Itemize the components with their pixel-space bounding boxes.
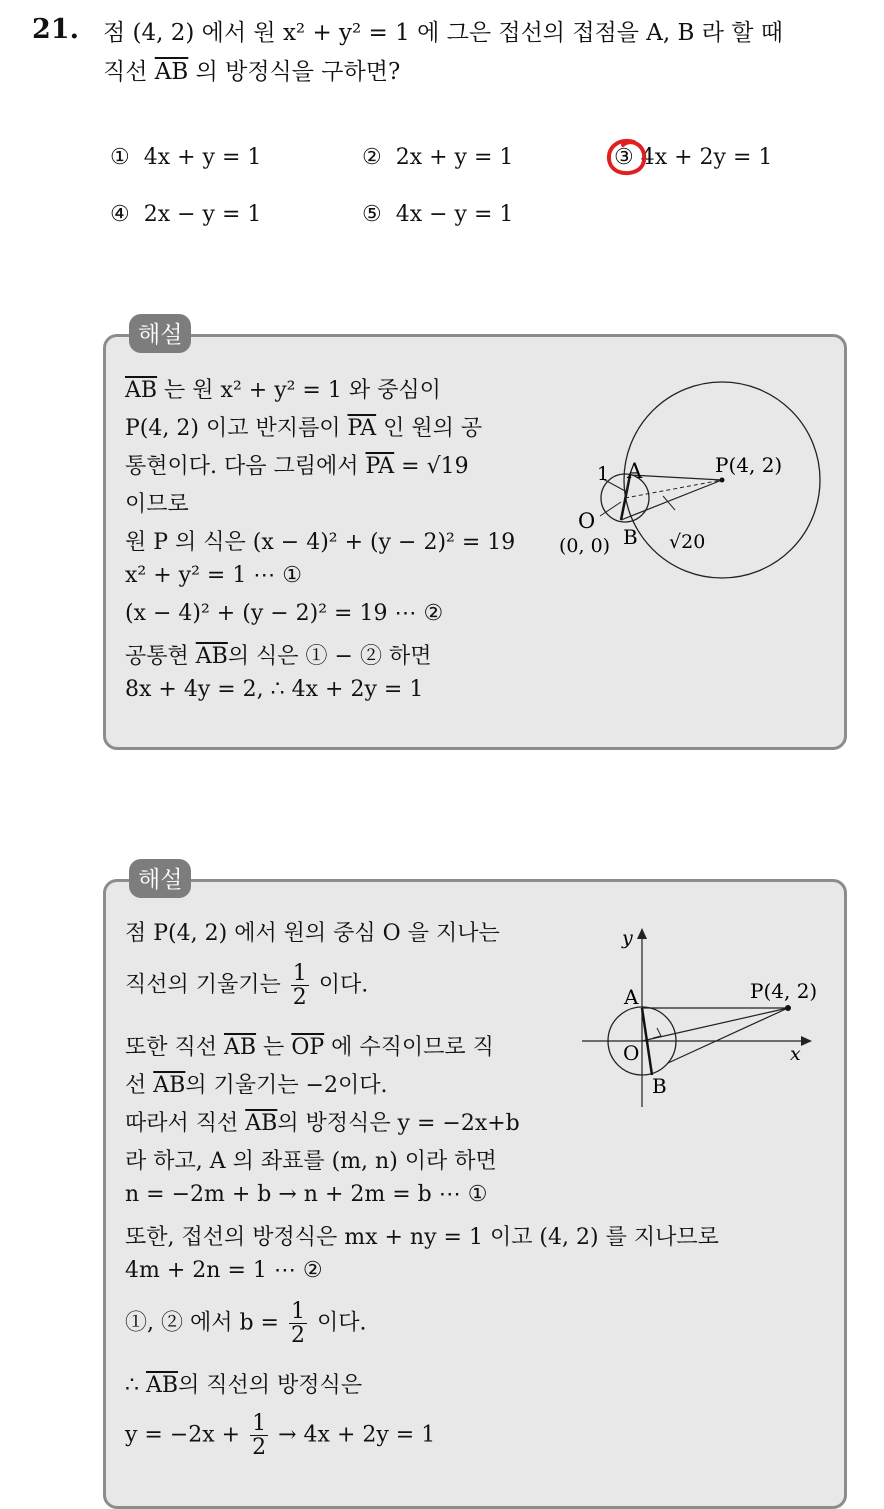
segment-pa: $\overline{PA}$ xyxy=(347,416,377,441)
sol1-text: 통현이다. 다음 그림에서 xyxy=(125,454,366,479)
segment-ab: $\overline{AB}$ xyxy=(224,1035,257,1060)
figure-two-circles xyxy=(555,380,835,600)
choice-text: 2x + y = 1 xyxy=(395,145,514,170)
sol2-text: 에 수직이므로 직 xyxy=(324,1035,494,1060)
segment-ab: $\overline{AB}$ xyxy=(153,1073,186,1098)
label-p: P(4, 2) xyxy=(715,453,783,477)
choice-marker: ② xyxy=(362,145,382,170)
fraction-den: 2 xyxy=(291,1323,305,1349)
sol1-text: = √19 xyxy=(394,454,469,479)
sol2-line-7: n = −2m + b → n + 2m = b ⋯ ① xyxy=(125,1182,488,1207)
sol1-text: 인 원의 공 xyxy=(376,416,483,441)
sol2-line-6: 라 하고, A 의 좌표를 (m, n) 이라 하면 xyxy=(125,1149,497,1174)
sol1-text: 공통현 xyxy=(125,644,196,669)
label-a: A xyxy=(624,985,639,1009)
line-pb xyxy=(621,480,722,520)
sol2-text: ∴ xyxy=(125,1373,146,1398)
choice-text: 4x + 2y = 1 xyxy=(640,145,773,170)
fraction-one-half xyxy=(250,1412,268,1459)
sol2-line-2 xyxy=(125,962,368,1009)
choice-text: 4x + y = 1 xyxy=(143,145,262,170)
segment-ab: $\overline{AB}$ xyxy=(125,378,158,403)
sol2-text: 이다. xyxy=(318,972,369,998)
sol1-line-6: x² + y² = 1 ⋯ ① xyxy=(125,563,303,588)
line-op xyxy=(642,1008,788,1041)
sol1-line-5: 원 P 의 식은 (x − 4)² + (y − 2)² = 19 xyxy=(125,530,516,555)
fraction-den: 2 xyxy=(252,1435,267,1461)
label-one: 1 xyxy=(597,463,610,485)
label-sqrt20: √20 xyxy=(669,531,706,553)
question-line-2 xyxy=(103,53,400,86)
fraction-num: 1 xyxy=(252,1411,267,1436)
question-text: 직선 xyxy=(103,59,148,85)
choice-marker: ⑤ xyxy=(362,202,382,227)
fraction-num: 1 xyxy=(291,1299,305,1324)
sol2-text: 직선의 기울기는 xyxy=(125,972,281,998)
label-b: B xyxy=(652,1074,667,1098)
sol2-line-10 xyxy=(125,1300,367,1347)
solution-tag-2: 해설 xyxy=(129,859,191,898)
sol2-line-8: 또한, 접선의 방정식은 mx + ny = 1 이고 (4, 2) 를 지나므로 xyxy=(125,1225,719,1250)
fraction-num: 1 xyxy=(292,961,307,986)
tangent-pb xyxy=(668,1008,788,1063)
choice-5[interactable] xyxy=(362,202,513,227)
choice-marker: ④ xyxy=(110,202,130,227)
sol1-text: 의 식은 ① − ② 하면 xyxy=(227,644,432,669)
segment-ab: $\overline{AB}$ xyxy=(195,644,228,669)
label-o: O xyxy=(578,509,596,533)
sol1-line-1 xyxy=(125,373,441,404)
sol2-line-4 xyxy=(125,1068,388,1099)
segment-pa: $\overline{PA}$ xyxy=(365,454,395,479)
choice-text: 2x − y = 1 xyxy=(143,202,262,227)
y-axis-arrow-icon xyxy=(637,928,647,939)
sol2-text: 의 방정식은 y = −2x+b xyxy=(277,1111,520,1136)
fraction-one-half xyxy=(289,1300,307,1347)
sol1-line-7: (x − 4)² + (y − 2)² = 19 ⋯ ② xyxy=(125,601,444,626)
sol1-line-4: 이므로 xyxy=(125,492,189,517)
label-o: O xyxy=(623,1041,640,1065)
line-pa xyxy=(630,475,722,480)
sol2-text: 의 직선의 방정식은 xyxy=(178,1373,363,1398)
sol2-line-3 xyxy=(125,1030,494,1061)
sol2-text: 또한 직선 xyxy=(125,1035,224,1060)
sol1-line-9: 8x + 4y = 2, ∴ 4x + 2y = 1 xyxy=(125,677,424,702)
sol1-line-3 xyxy=(125,449,469,480)
sol2-text: ①, ② 에서 b = xyxy=(125,1310,279,1336)
sol1-text: P(4, 2) 이고 반지름이 xyxy=(125,416,348,441)
segment-ab: $\overline{AB}$ xyxy=(146,1373,179,1398)
sol1-line-8 xyxy=(125,639,431,670)
label-p: P(4, 2) xyxy=(750,979,818,1003)
sol2-line-9: 4m + 2n = 1 ⋯ ② xyxy=(125,1258,323,1283)
sol2-line-5 xyxy=(125,1106,520,1137)
question-text: 의 방정식을 구하면? xyxy=(195,59,401,85)
label-b: B xyxy=(623,525,638,549)
segment-ab: $\overline{AB}$ xyxy=(154,59,189,85)
solution-tag-1: 해설 xyxy=(129,314,191,353)
right-angle-mark xyxy=(653,1028,661,1038)
sol2-text: y = −2x + xyxy=(125,1422,241,1448)
question-line-1: 점 (4, 2) 에서 원 x² + y² = 1 에 그은 접선의 접점을 A, B 라 할 때 xyxy=(103,20,784,46)
answer-circle-mark xyxy=(604,136,650,180)
segment-op: $\overline{OP}$ xyxy=(291,1035,325,1060)
x-axis-arrow-icon xyxy=(801,1036,812,1046)
sol2-line-11 xyxy=(125,1368,362,1399)
segment-ab: $\overline{AB}$ xyxy=(245,1111,278,1136)
sol2-text: 의 기울기는 −2이다. xyxy=(185,1073,388,1098)
sol2-text: 따라서 직선 xyxy=(125,1111,246,1136)
sol2-text: 이다. xyxy=(317,1310,367,1336)
choice-marker: ③ xyxy=(614,145,634,170)
choice-text: 4x − y = 1 xyxy=(395,202,514,227)
fraction-den: 2 xyxy=(292,985,307,1011)
sol2-text: → 4x + 2y = 1 xyxy=(278,1422,436,1448)
sol1-text: 는 원 x² + y² = 1 와 중심이 xyxy=(157,378,441,403)
choice-4[interactable] xyxy=(110,202,261,227)
sol2-text: 는 xyxy=(256,1035,292,1060)
question-number: 21. xyxy=(32,14,79,45)
choice-1[interactable] xyxy=(110,145,261,170)
sol2-text: 선 xyxy=(125,1073,154,1098)
point-p xyxy=(785,1005,791,1011)
label-y: y xyxy=(622,927,633,949)
point-p xyxy=(720,478,725,483)
choice-marker: ① xyxy=(110,145,130,170)
sol2-line-1: 점 P(4, 2) 에서 원의 중심 O 을 지나는 xyxy=(125,921,500,946)
sol1-line-2 xyxy=(125,411,482,442)
label-a: A xyxy=(627,459,643,483)
fraction-one-half xyxy=(291,962,309,1009)
label-origin: (0, 0) xyxy=(559,535,611,557)
choice-2[interactable] xyxy=(362,145,513,170)
sol2-line-12 xyxy=(125,1412,435,1459)
label-x: x xyxy=(790,1043,801,1065)
figure-coordinate-plane xyxy=(580,922,820,1122)
